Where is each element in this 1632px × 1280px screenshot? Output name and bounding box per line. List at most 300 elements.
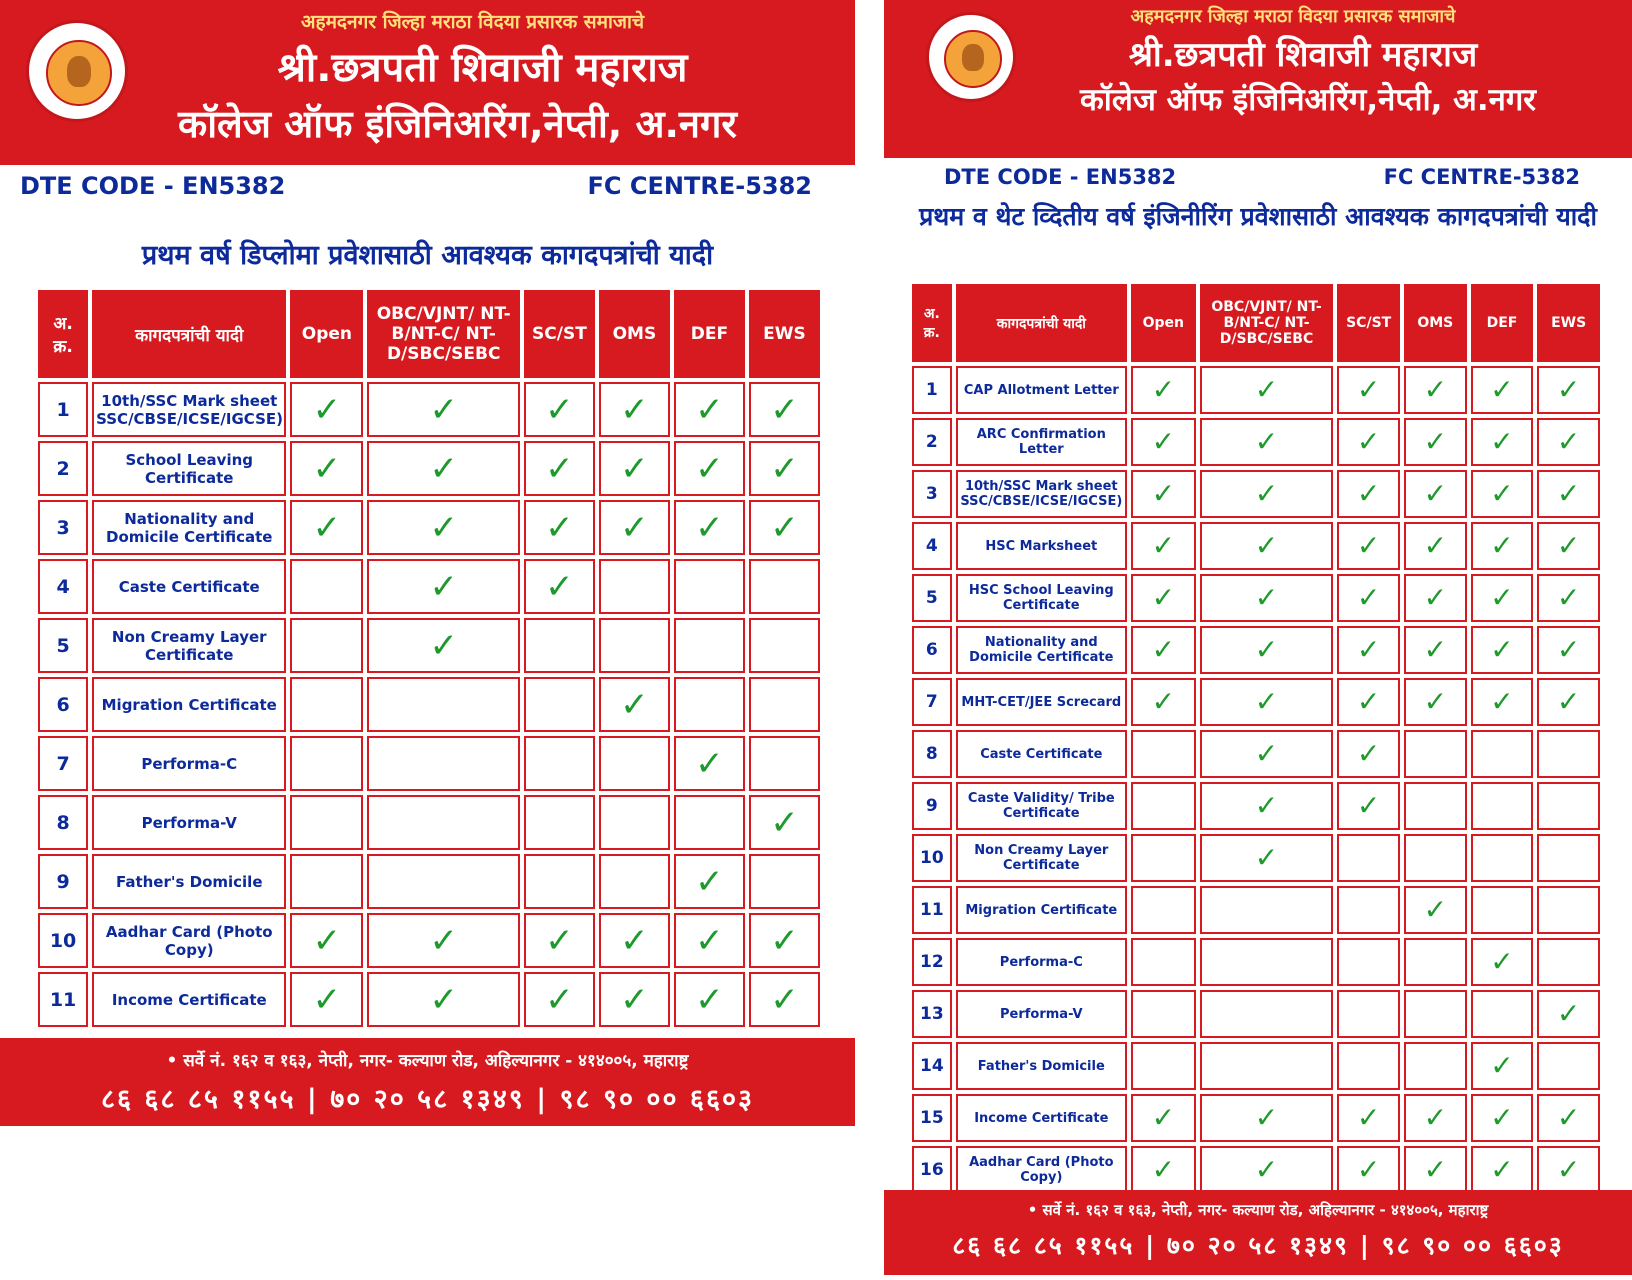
cell-def bbox=[674, 559, 745, 614]
poster-footer bbox=[0, 1038, 855, 1126]
check-icon: ✓ bbox=[1556, 581, 1581, 614]
cell-oms bbox=[1404, 938, 1467, 986]
cell-oms bbox=[599, 795, 670, 850]
cell-open bbox=[1131, 938, 1196, 986]
row-number: 10 bbox=[912, 834, 952, 882]
table-row bbox=[38, 972, 820, 1027]
codes-row bbox=[0, 172, 855, 204]
table-row bbox=[912, 990, 1600, 1038]
check-icon: ✓ bbox=[1490, 1153, 1514, 1186]
check-icon: ✓ bbox=[1151, 373, 1176, 406]
cell-ews bbox=[1537, 834, 1600, 882]
cell-scst bbox=[1337, 886, 1400, 934]
cell-ews bbox=[749, 972, 820, 1027]
row-number: 6 bbox=[912, 626, 952, 674]
check-icon: ✓ bbox=[1151, 581, 1176, 614]
table-row bbox=[912, 366, 1600, 414]
check-icon: ✓ bbox=[1356, 633, 1381, 666]
check-icon: ✓ bbox=[1490, 1049, 1514, 1082]
diploma-poster bbox=[0, 0, 855, 1128]
cell-scst bbox=[1337, 470, 1400, 518]
cell-def bbox=[1471, 470, 1534, 518]
cell-def bbox=[1471, 1146, 1534, 1194]
row-number: 12 bbox=[912, 938, 952, 986]
check-icon: ✓ bbox=[545, 920, 574, 961]
check-icon: ✓ bbox=[1490, 1101, 1514, 1134]
document-name: Caste Certificate bbox=[956, 730, 1127, 778]
check-icon: ✓ bbox=[312, 920, 342, 961]
list-title: प्रथम वर्ष डिप्लोमा प्रवेशासाठी आवश्यक कागदपत्रांची यादी bbox=[141, 240, 714, 271]
cell-obc bbox=[367, 559, 519, 614]
cell-obc bbox=[367, 795, 519, 850]
header-def: DEF bbox=[674, 290, 745, 378]
cell-scst bbox=[524, 795, 595, 850]
document-name: Income Certificate bbox=[92, 972, 286, 1027]
cell-def bbox=[1471, 1094, 1534, 1142]
check-icon: ✓ bbox=[429, 389, 458, 430]
cell-obc bbox=[367, 382, 519, 437]
documents-table bbox=[908, 280, 1604, 1198]
cell-def bbox=[1471, 574, 1534, 622]
document-name: Non Creamy Layer Certificate bbox=[92, 618, 286, 673]
check-icon: ✓ bbox=[620, 507, 649, 548]
check-icon: ✓ bbox=[429, 448, 458, 489]
check-icon: ✓ bbox=[1423, 373, 1448, 406]
cell-obc bbox=[1200, 678, 1334, 726]
fc-centre: FC CENTRE-5382 bbox=[1383, 165, 1580, 189]
cell-oms bbox=[599, 736, 670, 791]
table-row bbox=[38, 854, 820, 909]
logo-emblem bbox=[944, 30, 1002, 88]
check-icon: ✓ bbox=[1356, 373, 1381, 406]
cell-def bbox=[674, 972, 745, 1027]
cell-def bbox=[1471, 938, 1534, 986]
row-number: 2 bbox=[912, 418, 952, 466]
cell-oms bbox=[599, 441, 670, 496]
check-icon: ✓ bbox=[429, 920, 458, 961]
document-name: Performa-V bbox=[92, 795, 286, 850]
cell-scst bbox=[1337, 574, 1400, 622]
cell-ews bbox=[1537, 470, 1600, 518]
row-number: 7 bbox=[912, 678, 952, 726]
check-icon: ✓ bbox=[620, 979, 649, 1020]
cell-def bbox=[1471, 782, 1534, 830]
cell-open bbox=[1131, 886, 1196, 934]
table-row bbox=[912, 834, 1600, 882]
cell-oms bbox=[1404, 782, 1467, 830]
cell-scst bbox=[1337, 1094, 1400, 1142]
cell-ews bbox=[749, 854, 820, 909]
cell-open bbox=[290, 382, 363, 437]
cell-ews bbox=[1537, 1146, 1600, 1194]
cell-oms bbox=[1404, 1094, 1467, 1142]
cell-oms bbox=[599, 500, 670, 555]
check-icon: ✓ bbox=[1490, 685, 1514, 718]
check-icon: ✓ bbox=[1556, 997, 1581, 1030]
check-icon: ✓ bbox=[1151, 425, 1176, 458]
cell-open bbox=[1131, 834, 1196, 882]
cell-open bbox=[290, 618, 363, 673]
cell-def bbox=[674, 854, 745, 909]
cell-ews bbox=[749, 559, 820, 614]
cell-def bbox=[674, 618, 745, 673]
cell-obc bbox=[1200, 886, 1334, 934]
row-number: 10 bbox=[38, 913, 88, 968]
phone-numbers: ८६ ६८ ८५ ११५५ | ७० २० ५८ १३४९ | ९८ ९० ०० ६६०३ bbox=[952, 1231, 1564, 1260]
table-row bbox=[912, 782, 1600, 830]
codes-row bbox=[884, 165, 1632, 193]
logo-emblem bbox=[46, 40, 111, 105]
row-number: 3 bbox=[912, 470, 952, 518]
cell-ews bbox=[1537, 522, 1600, 570]
document-name: MHT-CET/JEE Screcard bbox=[956, 678, 1127, 726]
check-icon: ✓ bbox=[770, 448, 799, 489]
cell-def bbox=[1471, 626, 1534, 674]
cell-open bbox=[290, 559, 363, 614]
cell-oms bbox=[1404, 1042, 1467, 1090]
cell-oms bbox=[1404, 730, 1467, 778]
cell-ews bbox=[749, 677, 820, 732]
cell-open bbox=[290, 913, 363, 968]
cell-scst bbox=[1337, 366, 1400, 414]
header-doc: कागदपत्रांची यादी bbox=[956, 284, 1127, 362]
cell-open bbox=[1131, 522, 1196, 570]
check-icon: ✓ bbox=[312, 507, 342, 548]
cell-open bbox=[1131, 1094, 1196, 1142]
table-row bbox=[912, 1094, 1600, 1142]
cell-ews bbox=[749, 736, 820, 791]
cell-scst bbox=[1337, 678, 1400, 726]
cell-def bbox=[1471, 886, 1534, 934]
check-icon: ✓ bbox=[1556, 477, 1581, 510]
document-name: 10th/SSC Mark sheet SSC/CBSE/ICSE/IGCSE) bbox=[956, 470, 1127, 518]
check-icon: ✓ bbox=[1490, 945, 1514, 978]
row-number: 3 bbox=[38, 500, 88, 555]
cell-oms bbox=[599, 854, 670, 909]
cell-obc bbox=[1200, 366, 1334, 414]
check-icon: ✓ bbox=[1356, 737, 1381, 770]
poster-footer bbox=[884, 1190, 1632, 1275]
cell-ews bbox=[749, 500, 820, 555]
check-icon: ✓ bbox=[695, 507, 724, 548]
logo-portrait bbox=[962, 44, 984, 71]
cell-ews bbox=[749, 441, 820, 496]
check-icon: ✓ bbox=[1423, 1153, 1448, 1186]
check-icon: ✓ bbox=[770, 389, 799, 430]
cell-obc bbox=[367, 736, 519, 791]
org-name: अहमदनगर जिल्हा मराठा विदया प्रसारक समाजाचे bbox=[1130, 6, 1456, 27]
cell-def bbox=[1471, 366, 1534, 414]
cell-def bbox=[674, 441, 745, 496]
check-icon: ✓ bbox=[695, 448, 724, 489]
check-icon: ✓ bbox=[312, 448, 342, 489]
cell-open bbox=[290, 441, 363, 496]
cell-oms bbox=[1404, 366, 1467, 414]
check-icon: ✓ bbox=[1356, 477, 1381, 510]
cell-def bbox=[674, 382, 745, 437]
document-name: 10th/SSC Mark sheet SSC/CBSE/ICSE/IGCSE) bbox=[92, 382, 286, 437]
check-icon: ✓ bbox=[1490, 529, 1514, 562]
cell-ews bbox=[1537, 626, 1600, 674]
check-icon: ✓ bbox=[695, 920, 724, 961]
check-icon: ✓ bbox=[1556, 425, 1581, 458]
document-name: Performa-V bbox=[956, 990, 1127, 1038]
cell-ews bbox=[1537, 938, 1600, 986]
cell-obc bbox=[1200, 1146, 1334, 1194]
cell-ews bbox=[1537, 366, 1600, 414]
cell-open bbox=[290, 795, 363, 850]
college-name: श्री.छत्रपती शिवाजी महाराज bbox=[1128, 35, 1478, 75]
cell-oms bbox=[1404, 990, 1467, 1038]
table-row bbox=[38, 677, 820, 732]
cell-scst bbox=[524, 972, 595, 1027]
check-icon: ✓ bbox=[429, 979, 458, 1020]
cell-ews bbox=[1537, 886, 1600, 934]
check-icon: ✓ bbox=[1254, 373, 1279, 406]
cell-scst bbox=[1337, 938, 1400, 986]
cell-scst bbox=[1337, 1042, 1400, 1090]
check-icon: ✓ bbox=[1356, 529, 1381, 562]
check-icon: ✓ bbox=[1556, 1101, 1581, 1134]
table-row bbox=[912, 1042, 1600, 1090]
check-icon: ✓ bbox=[620, 684, 649, 725]
cell-def bbox=[1471, 730, 1534, 778]
cell-obc bbox=[1200, 522, 1334, 570]
check-icon: ✓ bbox=[1151, 1153, 1176, 1186]
header-oms: OMS bbox=[1404, 284, 1467, 362]
college-logo bbox=[926, 12, 1016, 102]
document-name: Caste Validity/ Tribe Certificate bbox=[956, 782, 1127, 830]
cell-scst bbox=[1337, 418, 1400, 466]
cell-open bbox=[1131, 366, 1196, 414]
cell-obc bbox=[1200, 782, 1334, 830]
check-icon: ✓ bbox=[1423, 425, 1448, 458]
engineering-poster bbox=[884, 0, 1632, 1280]
check-icon: ✓ bbox=[770, 920, 799, 961]
check-icon: ✓ bbox=[1490, 633, 1514, 666]
dte-code: DTE CODE - EN5382 bbox=[944, 165, 1177, 189]
check-icon: ✓ bbox=[695, 979, 724, 1020]
table-row bbox=[38, 382, 820, 437]
cell-oms bbox=[1404, 626, 1467, 674]
check-icon: ✓ bbox=[1423, 581, 1448, 614]
cell-scst bbox=[1337, 1146, 1400, 1194]
cell-obc bbox=[1200, 938, 1334, 986]
row-number: 4 bbox=[38, 559, 88, 614]
header-no: अ. क्र. bbox=[912, 284, 952, 362]
cell-scst bbox=[524, 441, 595, 496]
table-body bbox=[912, 366, 1600, 1194]
cell-open bbox=[1131, 470, 1196, 518]
cell-scst bbox=[524, 913, 595, 968]
check-icon: ✓ bbox=[695, 743, 724, 784]
cell-scst bbox=[524, 500, 595, 555]
check-icon: ✓ bbox=[1356, 789, 1381, 822]
cell-obc bbox=[1200, 470, 1334, 518]
check-icon: ✓ bbox=[1254, 1153, 1279, 1186]
cell-oms bbox=[1404, 418, 1467, 466]
cell-ews bbox=[1537, 574, 1600, 622]
cell-oms bbox=[1404, 470, 1467, 518]
document-name: HSC School Leaving Certificate bbox=[956, 574, 1127, 622]
header-def: DEF bbox=[1471, 284, 1534, 362]
cell-open bbox=[1131, 990, 1196, 1038]
document-name: School Leaving Certificate bbox=[92, 441, 286, 496]
check-icon: ✓ bbox=[545, 566, 574, 607]
header-scst: SC/ST bbox=[524, 290, 595, 378]
table-row bbox=[912, 886, 1600, 934]
check-icon: ✓ bbox=[1423, 685, 1448, 718]
check-icon: ✓ bbox=[1254, 477, 1279, 510]
header-no: अ. क्र. bbox=[38, 290, 88, 378]
phone-numbers: ८६ ६८ ८५ ११५५ | ७० २० ५८ १३४९ | ९८ ९० ०० ६६०३ bbox=[100, 1084, 755, 1115]
cell-scst bbox=[524, 854, 595, 909]
cell-def bbox=[674, 913, 745, 968]
row-number: 15 bbox=[912, 1094, 952, 1142]
cell-oms bbox=[1404, 886, 1467, 934]
row-number: 1 bbox=[912, 366, 952, 414]
cell-ews bbox=[749, 382, 820, 437]
document-name: Migration Certificate bbox=[956, 886, 1127, 934]
row-number: 7 bbox=[38, 736, 88, 791]
cell-def bbox=[1471, 1042, 1534, 1090]
cell-def bbox=[1471, 990, 1534, 1038]
cell-ews bbox=[1537, 678, 1600, 726]
check-icon: ✓ bbox=[1423, 529, 1448, 562]
document-name: Caste Certificate bbox=[92, 559, 286, 614]
cell-scst bbox=[524, 382, 595, 437]
check-icon: ✓ bbox=[429, 507, 458, 548]
cell-oms bbox=[599, 559, 670, 614]
check-icon: ✓ bbox=[620, 920, 649, 961]
cell-obc bbox=[367, 913, 519, 968]
document-name: Migration Certificate bbox=[92, 677, 286, 732]
document-name: Aadhar Card (Photo Copy) bbox=[956, 1146, 1127, 1194]
check-icon: ✓ bbox=[770, 802, 799, 843]
document-name: Nationality and Domicile Certificate bbox=[92, 500, 286, 555]
table-row bbox=[912, 522, 1600, 570]
header-open: Open bbox=[1131, 284, 1196, 362]
check-icon: ✓ bbox=[1254, 529, 1279, 562]
row-number: 16 bbox=[912, 1146, 952, 1194]
document-name: Father's Domicile bbox=[92, 854, 286, 909]
cell-scst bbox=[524, 677, 595, 732]
check-icon: ✓ bbox=[770, 507, 799, 548]
cell-obc bbox=[1200, 1094, 1334, 1142]
check-icon: ✓ bbox=[1151, 685, 1176, 718]
cell-def bbox=[674, 500, 745, 555]
logo-portrait bbox=[67, 56, 92, 87]
check-icon: ✓ bbox=[1356, 1101, 1381, 1134]
check-icon: ✓ bbox=[312, 979, 342, 1020]
check-icon: ✓ bbox=[545, 389, 574, 430]
cell-oms bbox=[599, 913, 670, 968]
check-icon: ✓ bbox=[770, 979, 799, 1020]
cell-oms bbox=[1404, 522, 1467, 570]
cell-scst bbox=[524, 736, 595, 791]
address: • सर्वे नं. १६२ व १६३, नेप्ती, नगर- कल्याण रोड, अहिल्यानगर - ४१४००५, महाराष्ट्र bbox=[1027, 1201, 1489, 1219]
row-number: 2 bbox=[38, 441, 88, 496]
table-header-row bbox=[38, 290, 820, 378]
cell-scst bbox=[1337, 522, 1400, 570]
cell-open bbox=[1131, 574, 1196, 622]
header-scst: SC/ST bbox=[1337, 284, 1400, 362]
cell-obc bbox=[1200, 990, 1334, 1038]
check-icon: ✓ bbox=[1151, 1101, 1176, 1134]
document-name: HSC Marksheet bbox=[956, 522, 1127, 570]
table-row bbox=[38, 736, 820, 791]
cell-open bbox=[1131, 626, 1196, 674]
check-icon: ✓ bbox=[1356, 425, 1381, 458]
table-row bbox=[912, 938, 1600, 986]
check-icon: ✓ bbox=[1490, 373, 1514, 406]
table-row bbox=[38, 441, 820, 496]
cell-def bbox=[1471, 678, 1534, 726]
row-number: 13 bbox=[912, 990, 952, 1038]
cell-scst bbox=[1337, 834, 1400, 882]
row-number: 9 bbox=[912, 782, 952, 830]
table-row bbox=[912, 574, 1600, 622]
check-icon: ✓ bbox=[1556, 685, 1581, 718]
cell-ews bbox=[1537, 1042, 1600, 1090]
check-icon: ✓ bbox=[1356, 685, 1381, 718]
row-number: 6 bbox=[38, 677, 88, 732]
cell-obc bbox=[367, 441, 519, 496]
poster-header bbox=[0, 0, 855, 165]
cell-open bbox=[290, 972, 363, 1027]
row-number: 5 bbox=[912, 574, 952, 622]
check-icon: ✓ bbox=[620, 448, 649, 489]
address: • सर्वे नं. १६२ व १६३, नेप्ती, नगर- कल्याण रोड, अहिल्यानगर - ४१४००५, महाराष्ट्र bbox=[166, 1051, 689, 1071]
check-icon: ✓ bbox=[1423, 477, 1448, 510]
cell-oms bbox=[1404, 574, 1467, 622]
check-icon: ✓ bbox=[1423, 893, 1448, 926]
check-icon: ✓ bbox=[1254, 425, 1279, 458]
check-icon: ✓ bbox=[1254, 841, 1279, 874]
cell-obc bbox=[1200, 1042, 1334, 1090]
college-subtitle: कॉलेज ऑफ इंजिनिअरिंग,नेप्ती, अ.नगर bbox=[1080, 82, 1536, 118]
check-icon: ✓ bbox=[695, 389, 724, 430]
check-icon: ✓ bbox=[1490, 477, 1514, 510]
check-icon: ✓ bbox=[1356, 1153, 1381, 1186]
check-icon: ✓ bbox=[1151, 477, 1176, 510]
cell-open bbox=[1131, 730, 1196, 778]
table-row bbox=[38, 913, 820, 968]
table-row bbox=[38, 500, 820, 555]
document-name: Performa-C bbox=[92, 736, 286, 791]
header-oms: OMS bbox=[599, 290, 670, 378]
document-name: Father's Domicile bbox=[956, 1042, 1127, 1090]
cell-ews bbox=[1537, 418, 1600, 466]
cell-obc bbox=[1200, 418, 1334, 466]
check-icon: ✓ bbox=[429, 625, 458, 666]
fc-centre: FC CENTRE-5382 bbox=[587, 172, 812, 200]
table-row bbox=[912, 626, 1600, 674]
check-icon: ✓ bbox=[1423, 1101, 1448, 1134]
cell-obc bbox=[367, 854, 519, 909]
document-name: Non Creamy Layer Certificate bbox=[956, 834, 1127, 882]
cell-obc bbox=[1200, 626, 1334, 674]
college-subtitle: कॉलेज ऑफ इंजिनिअरिंग,नेप्ती, अ.नगर bbox=[178, 102, 737, 146]
cell-open bbox=[1131, 1042, 1196, 1090]
college-logo bbox=[26, 20, 128, 122]
row-number: 8 bbox=[912, 730, 952, 778]
table-row bbox=[38, 559, 820, 614]
check-icon: ✓ bbox=[312, 389, 342, 430]
cell-scst bbox=[1337, 782, 1400, 830]
row-number: 8 bbox=[38, 795, 88, 850]
check-icon: ✓ bbox=[1556, 633, 1581, 666]
